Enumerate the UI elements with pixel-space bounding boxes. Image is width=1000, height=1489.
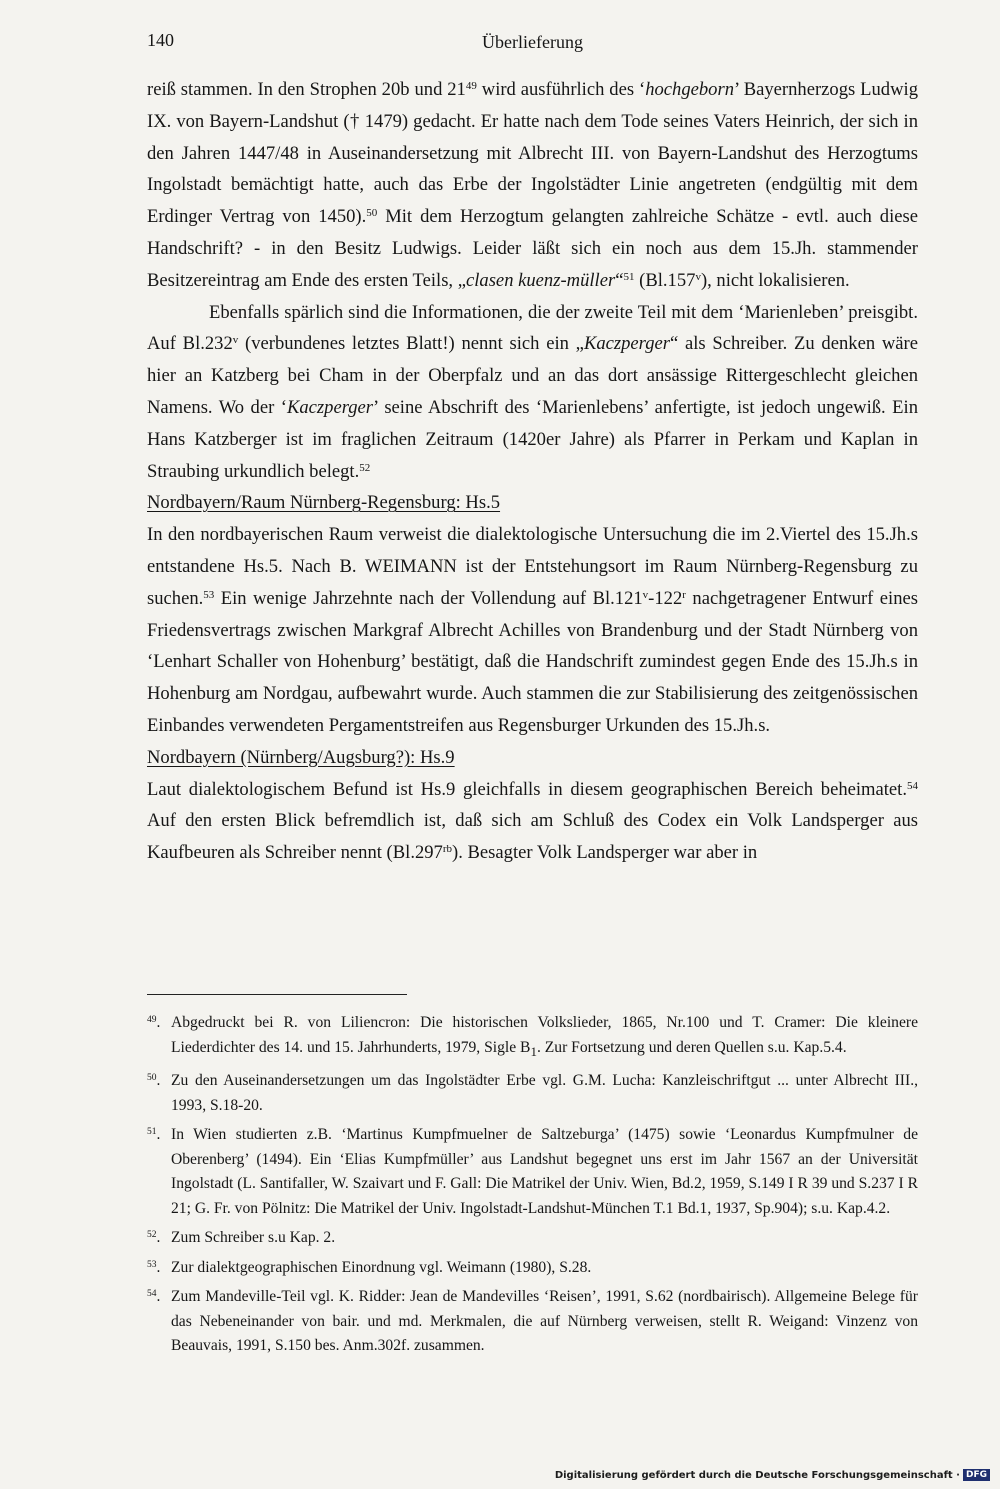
footnotes (147, 1011, 918, 1364)
paragraph: Laut dialektologischem Befund ist Hs.9 gleichfalls in diesem geographischen Bereich beheimatet.$^{54}$ Auf den ersten Blick befremdlich ist, daß sich am Schluß des Codex ein Volk Landsperger aus Kaufbeuren als Schreiber nennt $(Bl.297^{rb})$. Besagter Volk Landsperger war aber in (147, 778, 918, 864)
footnote-ref: 52 (359, 461, 371, 474)
footnote: $^{50}$. Zu den Auseinandersetzungen um das Ingolstädter Erbe vgl. G.M. Lucha: Kanzleischriftgut ... unter Albrecht III., 1993, S.18-20. (147, 1072, 918, 1114)
credit-text: Digitalisierung gefördert durch die Deutsche Forschungsgemeinschaft · (554, 1469, 960, 1481)
footnote-ref: 49 (465, 80, 477, 92)
page-number: 140 (147, 30, 174, 50)
paragraph: reiß stammen. In den Strophen 20b und $21^{49}$ wird ausführlich des ‘hochgeborn’ Bayernherzogs Ludwig IX. von Bayern-Landshut († 1479) gedacht. Er hatte nach dem Tode seines Vaters Heinrich, der sich in den Jahren 1447/48 in Auseinandersetzung mit Albrecht III. von Bayern-Landshut des Herzogtums Ingolstadt bemächtigt hatte, auch das Erbe der Ingolstädter Linie angetreten (endgültig mit dem Erdinger Vertrag von 1450).$^{50}$ Mit dem Herzogtum gelangten zahlreiche Schätze - evtl. auch diese Handschrift? - in den Besitz Ludwigs. Leider läßt sich ein noch aus dem 15.Jh. stammender Besitzereintrag am Ende des ersten Teils, „clasen kuenz-müller“$^{51}$ (Bl.157$^v$), nicht lokalisieren. (147, 79, 918, 291)
running-head: Überlieferung (482, 32, 583, 52)
footnote-ref: 51 (623, 270, 635, 283)
paragraph: In den nordbayerischen Raum verweist die dialektologische Untersuchung die im 2.Viertel des 15.Jh.s entstandene Hs.5. Nach B. WEIMANN ist der Entstehungsort im Raum Nürnberg-Regensburg zu suchen.$^{53}$ Ein wenige Jahrzehnte nach der Vollendung auf Bl.121$^v$-122$^r$ nachgetragener Entwurf eines Friedensvertrags zwischen Markgraf Albrecht Achilles von Brandenburg und der Stadt Nürnberg von ‘Lenhart Schaller von Hohenburg’ bestätigt, daß die Handschrift zumindest gegen Ende des 15.Jh.s in Hohenburg am Nordgau, aufbewahrt wurde. Auch stammen die zur Stabilisierung des zeitgenössischen Einbandes verwendeten Pergamentstreifen aus Regensburger Urkunden des 15.Jh.s. (147, 524, 918, 736)
footnote: $^{52}$. Zum Schreiber s.u Kap. 2. (147, 1229, 336, 1247)
digitization-credit (555, 1469, 990, 1481)
footnote: $^{51}$. In Wien studierten z.B. ‘Martinus Kumpfmuelner de Saltzeburga’ (1475) sowie ‘Leonardus Kumpfmulner de Oberenberg’ (1494). Ein ‘Elias Kumpfmüller’ aus Landshut begegnet uns erst im Jahr 1567 an der Universität Ingolstadt (L. Santifaller, W. Szaivart und F. Gall: Die Matrikel der Univ. Wien, Bd.2, 1959, S.149 I R 39 und S.237 I R 21; G. Fr. von Pölnitz: Die Matrikel der Univ. Ingolstadt-Landshut-München T.1 Bd.1, 1937, Sp.904); s.u. Kap.4.2. (147, 1126, 918, 1217)
paragraph: Ebenfalls spärlich sind die Informationen, die der zweite Teil mit dem ‘Marienleben’ preisgibt. Auf Bl.232$^v$ (verbundenes letztes Blatt!) nennt sich ein „Kaczperger“ als Schreiber. Zu denken wäre hier an Katzberg bei Cham in der Oberpfalz und an das dort ansässige Rittergeschlecht gleichen Namens. Wo der ‘Kaczperger’ seine Abschrift des ‘Marienlebens’ anfertigte, ist jedoch ungewiß. Ein Hans Katzberger ist im fraglichen Zeitraum (1420er Jahre) als Pfarrer in Perkam und Kaplan in Straubing urkundlich belegt.$^{52}$ (147, 301, 918, 482)
footnote-number: 54 (147, 1289, 157, 1300)
dfg-logo: DFG (963, 1469, 990, 1481)
footnote-ref: 53 (203, 588, 215, 601)
footnote-number: 52 (147, 1230, 157, 1241)
main-text (147, 74, 918, 869)
footnote: $^{49}$. Abgedruckt bei R. von Liliencron: Die historischen Volkslieder, 1865, Nr.100 und T. Cramer: Die kleinere Liederdichter des 14. und 15. Jahrhunderts, 1979, Sigle $B_1$. Zur Fortsetzung und deren Quellen s.u. Kap.5.4. (147, 1014, 918, 1059)
footnote-number: 49 (147, 1015, 157, 1025)
footnote: $^{54}$. Zum Mandeville-Teil vgl. K. Ridder: Jean de Mandevilles ‘Reisen’, 1991, S.62 (nordbairisch). Allgemeine Belege für das Nebeneinander von bair. und md. Merkmalen, die auf Nürnberg verweisen, stellt R. Weigand: Vinzenz von Beauvais, 1991, S.150 bes. Anm.302f. zusammen. (147, 1288, 918, 1355)
footnote-ref: 50 (366, 207, 378, 220)
section-heading: Nordbayern/Raum Nürnberg-Regensburg: Hs.5 (147, 492, 501, 514)
footnote-ref: 54 (907, 779, 918, 792)
footnote-number: 50 (147, 1073, 157, 1084)
footnote: $^{53}$. Zur dialektgeographischen Einordnung vgl. Weimann (1980), S.28. (147, 1258, 592, 1276)
footnote-number: 51 (147, 1127, 157, 1138)
section-heading: Nordbayern (Nürnberg/Augsburg?): Hs.9 (147, 746, 455, 768)
footnote-number: 53 (147, 1259, 157, 1270)
footnote-divider (147, 994, 407, 995)
